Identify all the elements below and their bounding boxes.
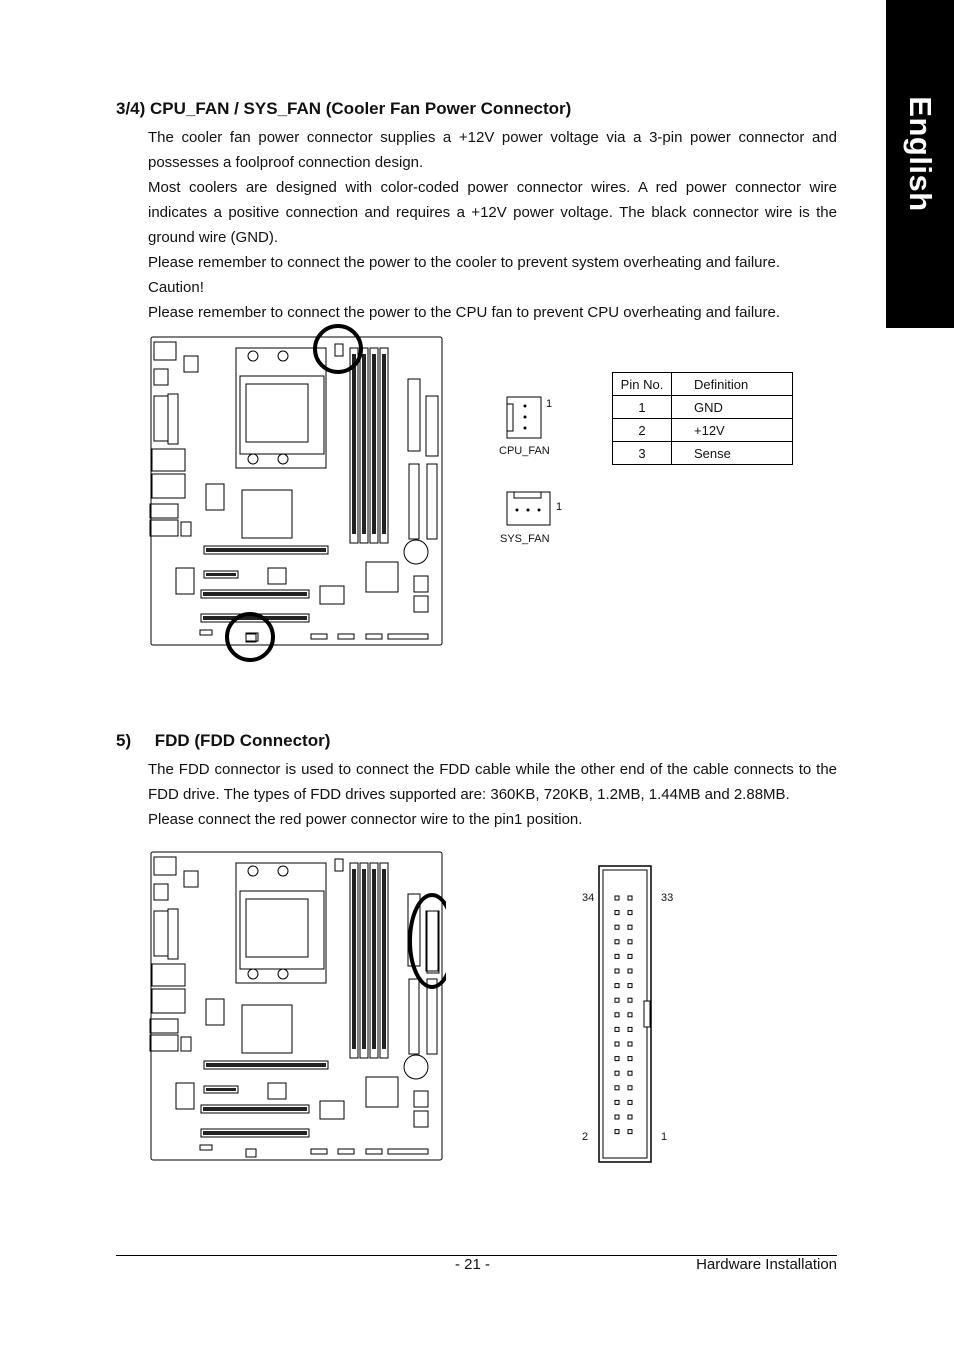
fdd-pin	[615, 925, 619, 929]
fdd-pin	[615, 1027, 619, 1031]
fdd-pin	[615, 1086, 619, 1090]
motherboard-outline	[150, 337, 442, 645]
fdd-pin	[628, 1027, 632, 1031]
cpu-fan-pin1-marker: 1	[546, 398, 553, 410]
language-tab	[886, 0, 954, 328]
fdd-pin	[615, 940, 619, 944]
table-header-row	[613, 373, 793, 396]
sys-fan-highlight-circle	[227, 614, 273, 660]
footer-section-title: Hardware Installation	[696, 1256, 837, 1273]
table-cell-definition: +12V	[672, 419, 793, 442]
fdd-pin-2-label: 2	[582, 1131, 589, 1143]
fdd-pin	[628, 1071, 632, 1075]
fdd-pin	[628, 998, 632, 1002]
fan-section-heading	[116, 99, 571, 119]
fdd-pin	[615, 896, 619, 900]
fdd-pin	[615, 969, 619, 973]
fdd-pin	[615, 911, 619, 915]
table-cell-definition: Sense	[672, 442, 793, 465]
fan-paragraph: Most coolers are designed with color-coded power connector wires. A red power connector wire indicates a positive connection and requires a +12V power voltage. The black connector wire is the ground wire (GND).	[148, 179, 837, 246]
table-cell-definition: GND	[672, 396, 793, 419]
motherboard-diagram-fan	[146, 324, 446, 664]
fdd-pin	[628, 896, 632, 900]
fdd-pin	[615, 1100, 619, 1104]
language-tab-label: English	[903, 96, 938, 212]
fdd-section-title: FDD (FDD Connector)	[154, 731, 331, 750]
fan-paragraph: Please remember to connect the power to the cooler to prevent system overheating and failure.	[148, 254, 781, 271]
fdd-pin	[628, 1086, 632, 1090]
fdd-pin	[628, 1042, 632, 1046]
fdd-pin-1-label: 1	[661, 1131, 668, 1143]
fdd-header	[427, 911, 439, 973]
fdd-pin	[628, 1130, 632, 1134]
table-header-definition: Definition	[672, 373, 793, 396]
motherboard-diagram-fdd	[146, 839, 446, 1169]
fdd-pin	[615, 984, 619, 988]
fdd-pin-34-label: 34	[582, 892, 595, 904]
table-row	[613, 419, 793, 442]
fan-pin-table	[612, 372, 793, 465]
fdd-pin	[628, 1100, 632, 1104]
fdd-pin	[628, 911, 632, 915]
fdd-pin	[628, 1013, 632, 1017]
fdd-pin	[615, 954, 619, 958]
table-row	[613, 442, 793, 465]
fdd-pin	[615, 1042, 619, 1046]
fdd-pin-diagram	[596, 863, 656, 1165]
fdd-pin	[615, 998, 619, 1002]
fan-paragraph: The cooler fan power connector supplies a +12V power voltage via a 3-pin power connector and possesses a foolproof connection design.	[148, 129, 837, 171]
fdd-pin	[628, 1057, 632, 1061]
fdd-pin	[615, 1115, 619, 1119]
sys-fan-pin1-marker: 1	[556, 501, 563, 513]
dimm-slot-fill	[352, 354, 386, 534]
fdd-paragraph: Please connect the red power connector wire to the pin1 position.	[148, 811, 583, 828]
table-header-pin: Pin No.	[613, 373, 672, 396]
fan-section-body	[148, 125, 837, 325]
table-cell-pin: 2	[613, 419, 672, 442]
fdd-pin	[628, 925, 632, 929]
cpu-fan-connector-icon	[506, 396, 544, 440]
fdd-pin-33-label: 33	[661, 892, 674, 904]
fan-section-title: CPU_FAN / SYS_FAN (Cooler Fan Power Connector)	[150, 99, 572, 118]
fdd-pin	[628, 969, 632, 973]
sys-fan-connector-icon	[506, 491, 552, 527]
fan-section-number: 3/4)	[116, 99, 146, 118]
fan-paragraph: Please remember to connect the power to the CPU fan to prevent CPU overheating and failure.	[148, 304, 781, 321]
cpu-fan-header	[335, 344, 343, 356]
fdd-pin	[628, 1115, 632, 1119]
page-number: - 21 -	[455, 1256, 491, 1273]
fdd-pin	[615, 1130, 619, 1134]
fdd-pin	[615, 1013, 619, 1017]
fdd-pin	[615, 1057, 619, 1061]
table-row	[613, 396, 793, 419]
cpu-fan-label: CPU_FAN	[499, 445, 550, 457]
cpu-fan-highlight-circle	[315, 326, 361, 372]
fdd-pin	[628, 954, 632, 958]
table-cell-pin: 3	[613, 442, 672, 465]
fdd-section-body	[148, 757, 837, 832]
fdd-section-number: 5)	[116, 731, 132, 750]
sys-fan-label: SYS_FAN	[500, 533, 550, 545]
fdd-pin	[615, 1071, 619, 1075]
fdd-paragraph: The FDD connector is used to connect the FDD cable while the other end of the cable connects to the FDD drive. The types of FDD drives supported are: 360KB, 720KB, 1.2MB, 1.44MB and 2.88MB.	[148, 761, 837, 803]
table-cell-pin: 1	[613, 396, 672, 419]
cpu-socket-pins	[248, 386, 306, 440]
caution-label: Caution!	[148, 279, 204, 296]
pcie-fill	[203, 548, 326, 620]
fdd-pin	[628, 940, 632, 944]
fdd-section-heading	[116, 731, 330, 751]
fdd-pin	[628, 984, 632, 988]
